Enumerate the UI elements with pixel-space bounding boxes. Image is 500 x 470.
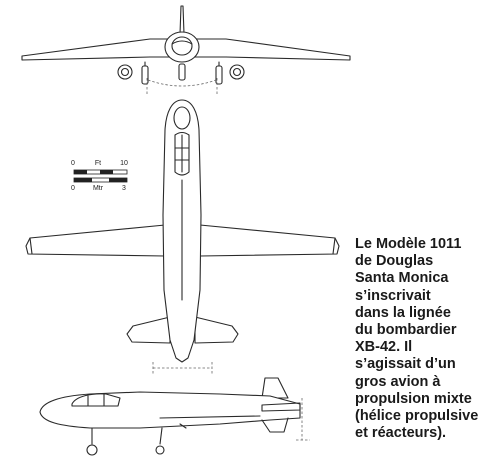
scale-feet-max: 10 (120, 160, 128, 167)
scale-meter-max: 3 (122, 185, 126, 192)
caption-line: XB-42. Il (355, 339, 413, 356)
caption-line: du bombardier (355, 322, 457, 339)
caption-line: propulsion mixte (355, 390, 472, 407)
caption-line: et réacteurs). (355, 425, 447, 442)
caption-text (355, 236, 495, 442)
caption-line: s’inscrivait (355, 287, 431, 304)
caption-line: Santa Monica (355, 270, 449, 287)
side-view (40, 378, 310, 455)
scale-meter-zero: 0 (71, 185, 75, 192)
scale-feet-unit: Ft (94, 160, 102, 167)
front-view (22, 6, 350, 94)
caption-line: de Douglas (355, 253, 434, 270)
scale-feet-zero: 0 (71, 160, 75, 167)
caption-line: gros avion à (355, 373, 441, 390)
scale-meter-unit: Mtr (92, 185, 104, 192)
caption-line: dans la lignée (355, 304, 451, 321)
plan-view (26, 100, 339, 374)
scale-bar (71, 160, 128, 192)
caption-line: (hélice propulsive (355, 408, 479, 425)
caption-line: Le Modèle 1011 (355, 236, 462, 252)
caption-line: s’agissait d’un (355, 356, 456, 373)
